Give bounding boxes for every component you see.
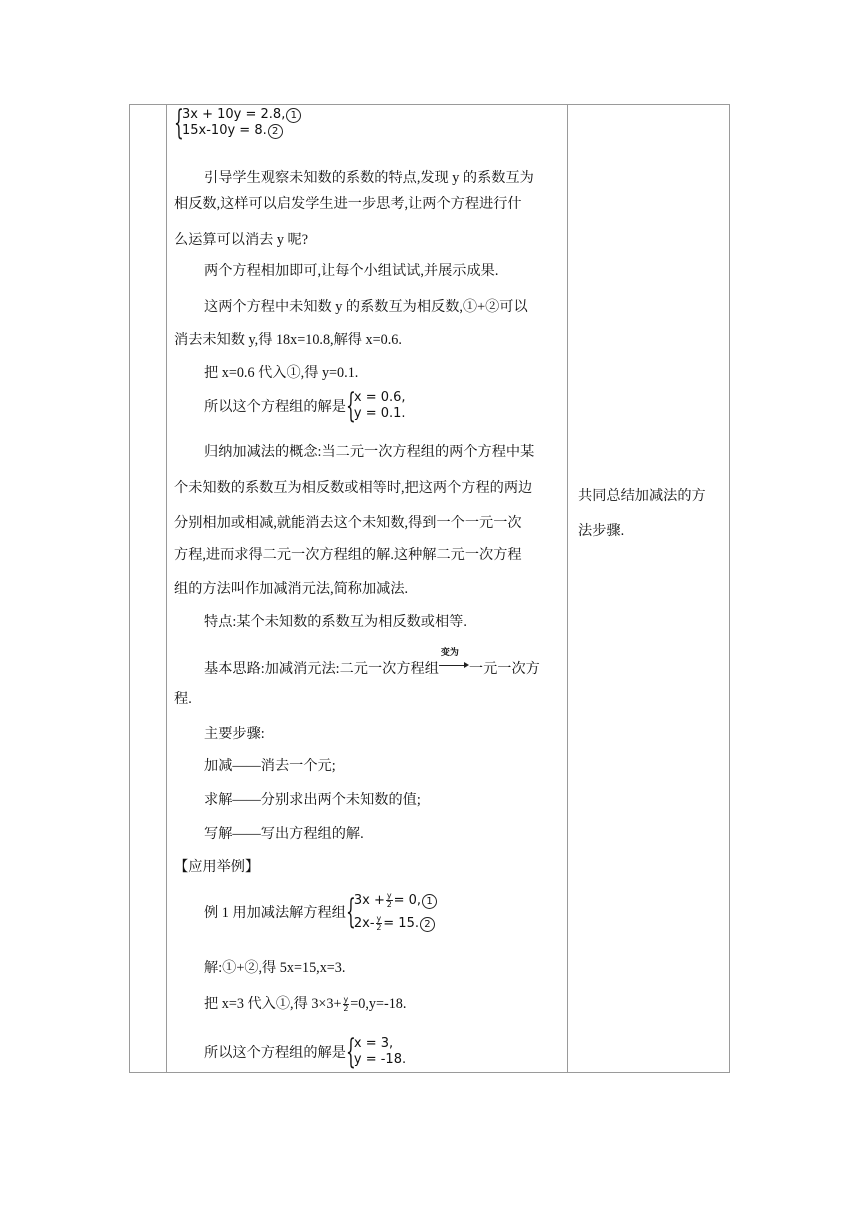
- paragraph-concept-line5: 组的方法叫作加减消元法,简称加减法.: [174, 581, 409, 597]
- example-1-prefix: 例 1 用加减法解方程组: [204, 905, 346, 921]
- solution-y: y = -18.: [353, 1052, 407, 1067]
- example-eq2-left: 2x-: [353, 916, 375, 931]
- solution-x: x = 3,: [353, 1036, 394, 1051]
- circled-number-1: 1: [422, 894, 437, 909]
- circled-number-2: 2: [268, 124, 283, 139]
- brace-symbol: {: [345, 892, 356, 932]
- step-write-solution: 写解——写出方程组的解.: [204, 826, 364, 842]
- paragraph-solution-1: [204, 386, 406, 426]
- brace-symbol: {: [345, 386, 356, 426]
- circled-number-2: 2: [420, 917, 435, 932]
- solution-y: y = 0.1.: [353, 406, 406, 421]
- circled-number-1: 1: [286, 108, 301, 123]
- brace-symbol: {: [345, 1032, 356, 1072]
- solution-step-2: [204, 993, 406, 1013]
- side-note-line1: 共同总结加减法的方: [578, 488, 706, 504]
- solution-step-3: [204, 1032, 407, 1072]
- paragraph-guide-line2: 相反数,这样可以启发学生进一步思考,让两个方程进行什: [174, 196, 522, 212]
- paragraph-substitute: 把 x=0.6 代入①,得 y=0.1.: [204, 365, 359, 381]
- lesson-table: [129, 104, 730, 1073]
- paragraph-guide-line1: 引导学生观察未知数的系数的特点,发现 y 的系数互为: [204, 170, 534, 186]
- example-1: [204, 889, 437, 935]
- paragraph-feature: 特点:某个未知数的系数互为相反数或相等.: [204, 614, 467, 630]
- paragraph-basic-idea-line2: 程.: [174, 691, 192, 707]
- paragraph-add-equations: 两个方程相加即可,让每个小组试试,并展示成果.: [204, 263, 499, 279]
- paragraph-concept-line2: 个未知数的系数互为相反数或相等时,把这两个方程的两边: [174, 480, 533, 496]
- paragraph-concept-line4: 方程,进而求得二元一次方程组的解.这种解二元一次方程: [174, 547, 522, 563]
- solution-prefix: 所以这个方程组的解是: [204, 399, 346, 415]
- arrow-icon: [439, 648, 469, 672]
- basic-idea-suffix: 一元一次方: [468, 661, 540, 677]
- paragraph-guide-line3: 么运算可以消去 y 呢?: [174, 232, 308, 248]
- paragraph-concept-line3: 分别相加或相减,就能消去这个未知数,得到一个一元一次: [174, 515, 522, 531]
- paragraph-coefficients-line2: 消去未知数 y,得 18x=10.8,解得 x=0.6.: [174, 332, 402, 348]
- solution-x: x = 0.6,: [353, 390, 406, 405]
- equation-system-1: [174, 103, 301, 143]
- step-solve: 求解——分别求出两个未知数的值;: [204, 792, 421, 808]
- paragraph-concept-line1: 归纳加减法的概念:当二元一次方程组的两个方程中某: [204, 444, 535, 460]
- equation-2: 15x-10y = 8.: [182, 123, 267, 138]
- paragraph-basic-idea: [204, 648, 540, 678]
- paragraph-main-steps: 主要步骤:: [204, 726, 265, 742]
- example-eq1-right: = 0,: [393, 893, 422, 908]
- example-eq1-left: 3x +: [353, 893, 385, 908]
- solution-step-2-suffix: =0,y=-18.: [350, 996, 407, 1012]
- column-divider-left: [166, 105, 167, 1072]
- column-divider-right: [567, 105, 568, 1072]
- fraction-y-over-2: $\frac{y}{2}$: [343, 995, 349, 1014]
- solution-prefix: 所以这个方程组的解是: [204, 1045, 346, 1061]
- basic-idea-prefix: 基本思路:加减消元法:二元一次方程组: [204, 661, 439, 677]
- student-activity-cell: [578, 479, 728, 549]
- fraction-y-over-2: $\frac{y}{2}$: [386, 891, 392, 909]
- fraction-y-over-2: $\frac{y}{2}$: [376, 914, 382, 932]
- paragraph-coefficients-line1: 这两个方程中未知数 y 的系数互为相反数,①+②可以: [204, 299, 528, 315]
- section-title: 【应用举例】: [174, 859, 260, 875]
- brace-symbol: {: [174, 103, 184, 143]
- arrow-label: 变为: [440, 648, 459, 658]
- side-note-line2: 法步骤.: [578, 523, 625, 539]
- solution-step-2-prefix: 把 x=3 代入①,得 3×3+: [204, 996, 342, 1012]
- solution-step-1: 解:①+②,得 5x=15,x=3.: [204, 960, 346, 976]
- step-add-subtract: 加减——消去一个元;: [204, 758, 336, 774]
- example-eq2-right: = 15.: [383, 916, 419, 931]
- equation-1: 3x + 10y = 2.8,: [182, 107, 286, 122]
